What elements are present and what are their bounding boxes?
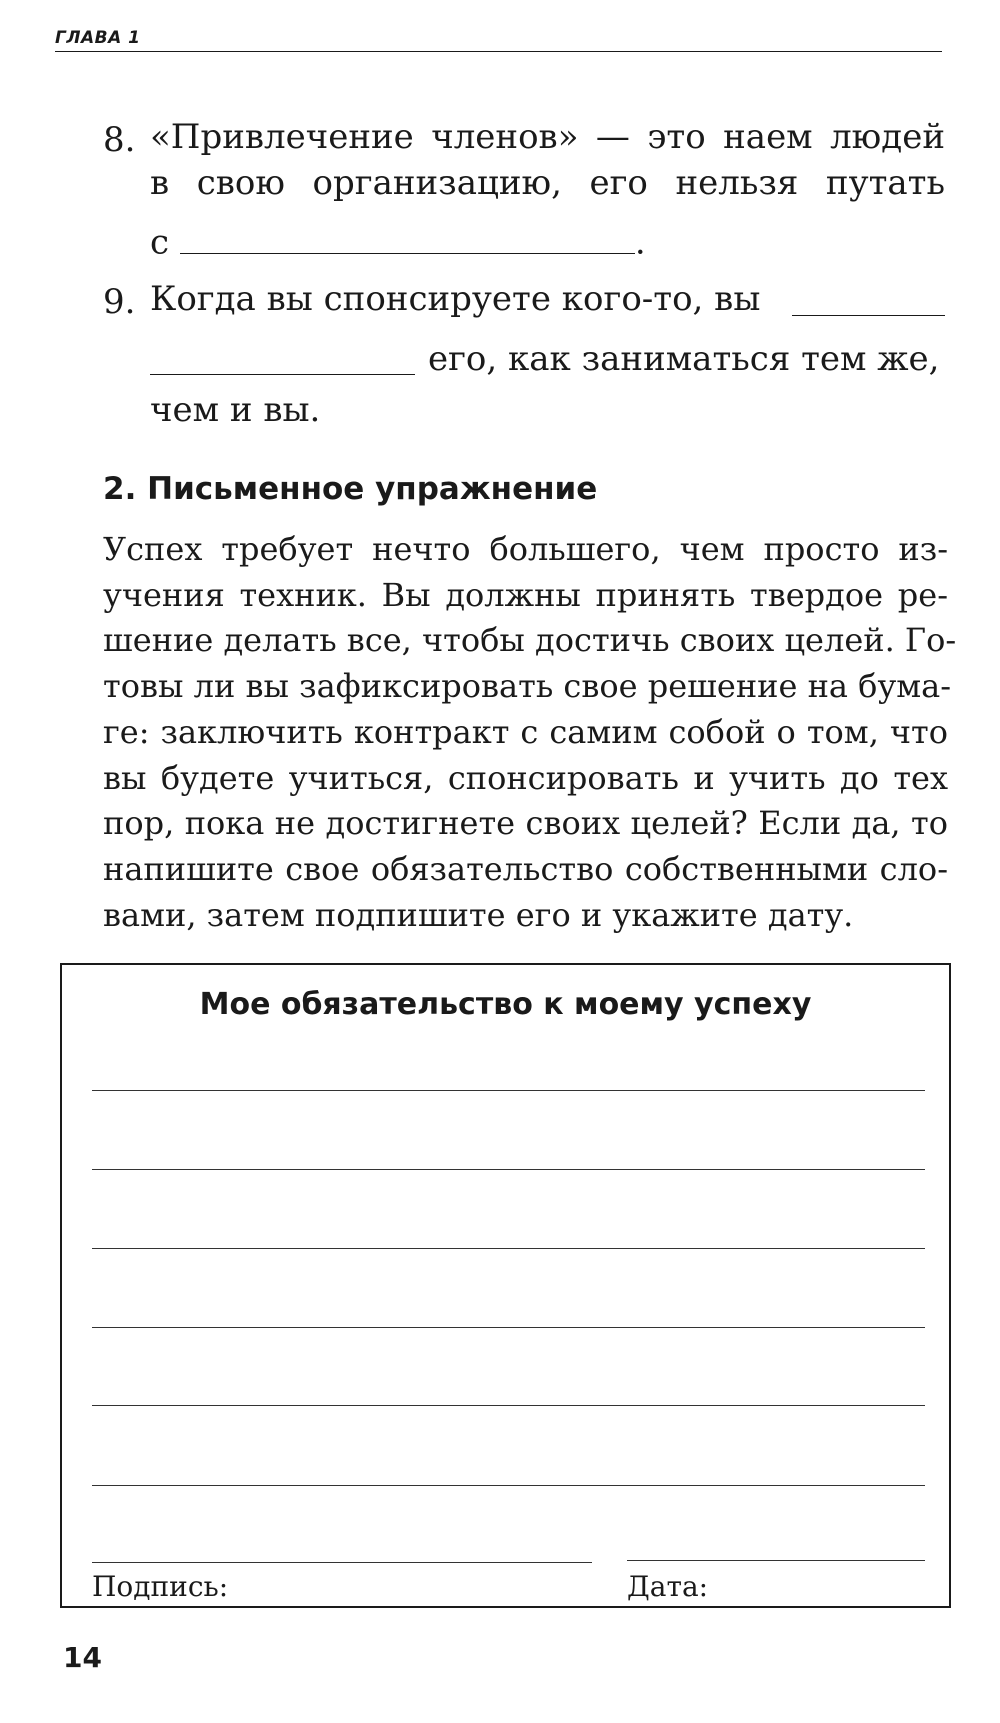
page-number: 14 xyxy=(63,1641,102,1674)
section-paragraph xyxy=(103,527,957,938)
section-title: 2. Письменное упражнение xyxy=(103,471,598,507)
paragraph-line: ге: заключить контракт с самим собой о том, что xyxy=(103,712,948,751)
question-9-line-1 xyxy=(150,279,761,319)
question-9-blank-2[interactable] xyxy=(150,343,415,375)
writing-line[interactable] xyxy=(92,1485,925,1486)
date-line[interactable] xyxy=(627,1560,925,1561)
paragraph-line: напишите свое обязательство собственными сло- xyxy=(103,849,948,888)
signature-line[interactable] xyxy=(92,1562,592,1563)
question-9-number: 9. xyxy=(103,282,136,322)
question-8-line-1: «Привлечение членов» — это наем людей xyxy=(150,117,945,157)
paragraph-line: товы ли вы зафиксировать свое решение на бума- xyxy=(103,667,952,706)
paragraph-line: Успех требует нечто большего, чем просто из- xyxy=(103,530,948,568)
header-rule xyxy=(55,51,942,52)
writing-line[interactable] xyxy=(92,1169,925,1170)
writing-line[interactable] xyxy=(92,1090,925,1091)
question-9-line-2: его, как заниматься тем же, xyxy=(428,339,940,379)
paragraph-line: вы будете учиться, спонсировать и учить до тех xyxy=(103,758,948,797)
question-9-line-3: чем и вы. xyxy=(150,390,321,430)
question-8-number: 8. xyxy=(103,120,136,160)
paragraph-line: шение делать все, чтобы достичь своих целей. Го- xyxy=(103,621,957,660)
question-8-prefix: с xyxy=(150,222,170,263)
commitment-box-title: Мое обязательство к моему успеху xyxy=(199,987,812,1022)
question-8-line-2: в свою организацию, его нельзя путать xyxy=(150,163,945,203)
question-8-suffix: . xyxy=(634,222,646,263)
question-9-line-1-text: Когда вы спонсируете кого-то, вы xyxy=(150,279,761,319)
question-9-blank-1[interactable] xyxy=(792,284,945,316)
question-8-line-3 xyxy=(150,222,646,263)
paragraph-line: пор, пока не достигнете своих целей? Если да, то xyxy=(103,804,948,843)
writing-line[interactable] xyxy=(92,1327,925,1328)
paragraph-line: вами, затем подпишите его и укажите дату. xyxy=(103,895,854,934)
date-label: Дата: xyxy=(627,1570,709,1603)
writing-line[interactable] xyxy=(92,1405,925,1406)
running-head: ГЛАВА 1 xyxy=(55,28,141,48)
paragraph-line: учения техник. Вы должны принять твердое ре- xyxy=(103,575,948,614)
commitment-box xyxy=(60,963,951,1608)
question-8-blank[interactable] xyxy=(180,222,635,254)
signature-label: Подпись: xyxy=(92,1570,229,1603)
writing-line[interactable] xyxy=(92,1248,925,1249)
